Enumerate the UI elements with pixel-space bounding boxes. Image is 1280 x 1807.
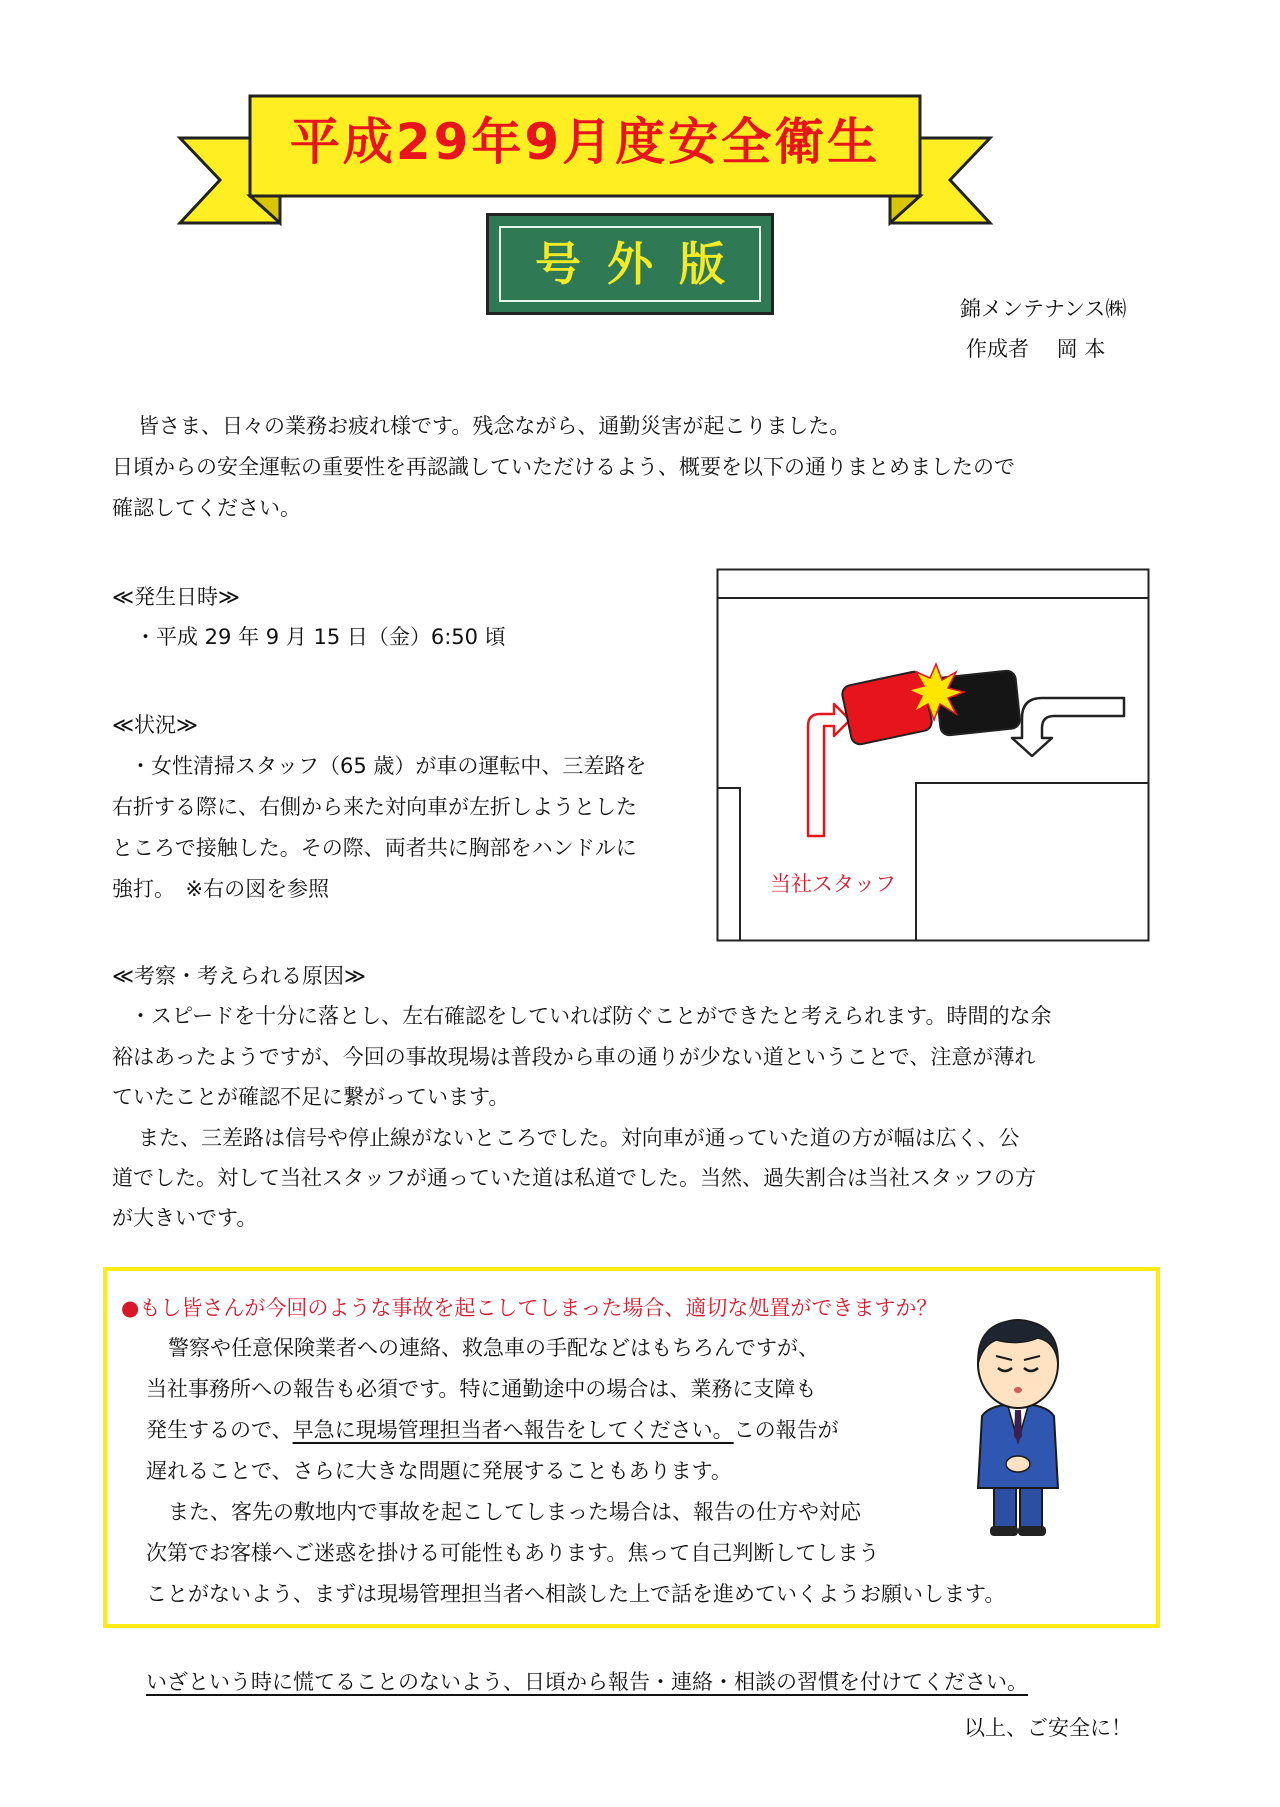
notice-line-5: また、客先の敷地内で事故を起こしてしまった場合は、報告の仕方や対応 <box>168 1500 861 1524</box>
situation-line-1: ・女性清掃スタッフ（65 歳）が車の運転中、三差路を <box>130 754 647 778</box>
closing-signoff: 以上、ご安全に！ <box>964 1716 1132 1740</box>
notice-line-3 <box>146 1410 839 1450</box>
notice-line-4: 遅れることで、さらに大きな問題に発展することもあります。 <box>146 1459 732 1483</box>
notice-line-2: 当社事務所への報告も必須です。特に通勤途中の場合は、業務に支障も <box>146 1377 817 1401</box>
notice-line-1: 警察や任意保険業者への連絡、救急車の手配などはもちろんですが、 <box>168 1336 819 1360</box>
banner-title: 平成29年9月度安全衛生 <box>289 113 881 171</box>
closing-message: いざという時に慌てることのないよう、日頃から報告・連絡・相談の習慣を付けてください。 <box>146 1670 1028 1694</box>
situation-heading: ≪状況≫ <box>112 713 198 737</box>
notice-line-3-post: この報告が <box>733 1418 839 1442</box>
diagram-label: 当社スタッフ <box>770 872 896 896</box>
cause-line-2: 裕はあったようですが、今回の事故現場は普段から車の通りが少ない道ということで、注意が薄れ <box>112 1045 1036 1069</box>
situation-line-4: 強打。 ※右の図を参照 <box>112 877 330 901</box>
situation-line-3: ところで接触した。その際、両者共に胸部をハンドルに <box>112 836 637 860</box>
notice-line-3-pre: 発生するので、 <box>146 1418 293 1442</box>
cause-line-6: が大きいです。 <box>112 1206 258 1230</box>
bowing-staff-illustration <box>960 1312 1078 1540</box>
intro-line-3: 確認してください。 <box>112 496 301 520</box>
cause-line-3: ていたことが確認不足に繋がっています。 <box>112 1085 510 1109</box>
situation-line-2: 右折する際に、右側から来た対向車が左折しようとした <box>112 795 637 819</box>
intro-line-1: 皆さま、日々の業務お疲れ様です。残念ながら、通勤災害が起こりました。 <box>138 414 851 438</box>
intro-line-2: 日頃からの安全運転の重要性を再認識していただけるよう、概要を以下の通りまとめましたので <box>112 455 1015 479</box>
company-name: 錦メンテナンス㈱ <box>960 297 1127 321</box>
notice-line-7: ことがないよう、まずは現場管理担当者へ相談した上で話を進めていくようお願いします。 <box>146 1582 1006 1606</box>
occurrence-text: ・平成 29 年 9 月 15 日（金）6:50 頃 <box>135 625 506 649</box>
cause-heading: ≪考察・考えられる原因≫ <box>112 964 366 988</box>
cause-line-4: また、三差路は信号や停止線がないところでした。対向車が通っていた道の方が幅は広く、公 <box>138 1126 1020 1150</box>
banner-subtitle: 号外版 <box>535 237 751 291</box>
cause-line-1: ・スピードを十分に落とし、左右確認をしていれば防ぐことができたと考えられます。時間的な余 <box>130 1004 1052 1028</box>
creator-name: 作成者 岡 本 <box>966 337 1106 361</box>
notice-line-6: 次第でお客様へご迷惑を掛ける可能性もあります。焦って自己判断してしまう <box>146 1541 880 1565</box>
occurrence-heading: ≪発生日時≫ <box>112 585 240 609</box>
notice-emphasis: 早急に現場管理担当者へ報告をしてください。 <box>292 1418 734 1442</box>
notice-question: ●もし皆さんが今回のような事故を起こしてしまった場合、適切な処置ができますか？ <box>121 1296 938 1320</box>
cause-line-5: 道でした。対して当社スタッフが通っていた道は私道でした。当然、過失割合は当社スタッフの方 <box>112 1166 1036 1190</box>
